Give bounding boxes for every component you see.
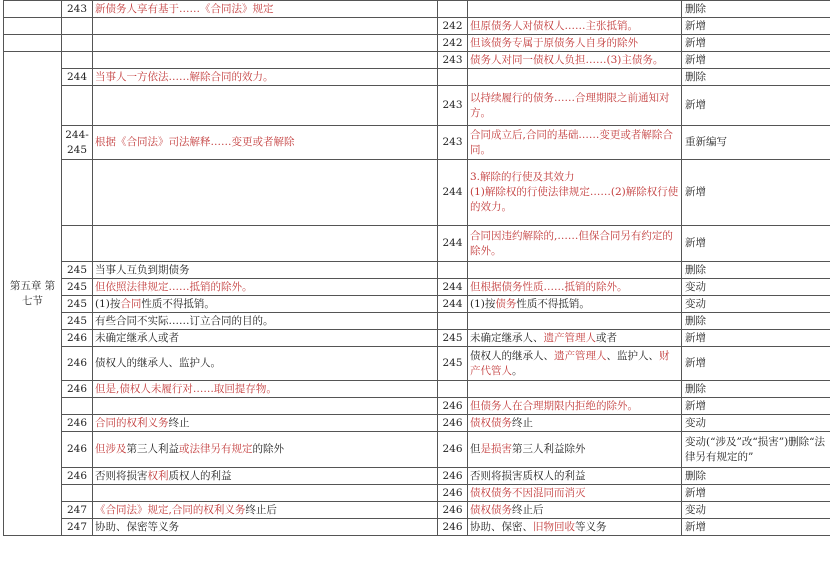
old-page-number: 245 xyxy=(62,262,93,279)
new-text-cell xyxy=(468,398,682,415)
text-segment: 债权债务不因混同而消灭 xyxy=(470,486,586,499)
new-text-cell xyxy=(468,35,682,52)
old-page-number: 243 xyxy=(62,1,93,18)
new-page-number: 246 xyxy=(438,485,468,502)
new-page-number: 243 xyxy=(438,126,468,160)
new-text-cell xyxy=(468,262,682,279)
text-segment: 当事人一方依法……解除合同的效力。 xyxy=(95,70,274,83)
new-text-cell xyxy=(468,296,682,313)
new-page-number: 245 xyxy=(438,347,468,381)
table-row xyxy=(4,126,830,160)
table-row xyxy=(4,35,830,52)
old-text-cell xyxy=(93,126,438,160)
new-text-cell xyxy=(468,52,682,69)
text-segment: 性质不得抵销。 xyxy=(141,297,215,310)
text-segment: 财产代管人 xyxy=(470,349,670,377)
table-row xyxy=(4,18,830,35)
change-type-cell: 新增 xyxy=(682,52,830,69)
old-page-number: 245 xyxy=(62,296,93,313)
old-text-cell xyxy=(93,313,438,330)
text-segment: 或者 xyxy=(596,331,617,344)
new-page-number xyxy=(438,262,468,279)
new-page-number: 242 xyxy=(438,18,468,35)
text-segment: 遗产管理人 xyxy=(543,331,596,344)
text-segment: 但该债务专属于原债务人自身的除外 xyxy=(470,36,638,49)
new-page-number xyxy=(438,381,468,398)
change-type-cell: 新增 xyxy=(682,226,830,262)
text-segment: (2)解除权行使的效力。 xyxy=(470,186,679,213)
old-page-number xyxy=(62,226,93,262)
table-row xyxy=(4,313,830,330)
text-segment: 终止 xyxy=(168,416,190,429)
text-segment: 未确定继承人、 xyxy=(470,331,544,344)
old-text-cell xyxy=(93,69,438,86)
table-row xyxy=(4,69,830,86)
text-segment: 合同成立后,合同的基础……变更或者解除合同。 xyxy=(470,128,673,156)
text-segment: 但根据债务性质……抵销的除外。 xyxy=(470,280,628,293)
text-segment: 等义务 xyxy=(575,520,607,533)
table-row xyxy=(4,160,830,226)
old-text-cell xyxy=(93,381,438,398)
change-type-cell: 新增 xyxy=(682,330,830,347)
text-segment: 否则将损害 xyxy=(95,469,148,482)
old-text-cell xyxy=(93,86,438,126)
new-page-number xyxy=(438,1,468,18)
old-page-number: 244 xyxy=(62,69,93,86)
text-segment: 或法律另有规定 xyxy=(179,443,253,455)
table-row xyxy=(4,347,830,381)
table-row xyxy=(4,296,830,313)
text-segment: 债务 xyxy=(495,297,517,310)
old-page-number xyxy=(62,35,93,52)
new-page-number: 246 xyxy=(438,519,468,536)
old-text-cell xyxy=(93,468,438,485)
table-row xyxy=(4,330,830,347)
table-row xyxy=(4,415,830,432)
text-segment: 债权人的继承人、监护人。 xyxy=(95,357,221,369)
comparison-table xyxy=(3,0,830,536)
table-row xyxy=(4,432,830,468)
change-type-cell: 重新编写 xyxy=(682,126,830,160)
text-segment: 的除外 xyxy=(252,443,284,455)
new-text-cell xyxy=(468,69,682,86)
text-segment: 合同的权利义务 xyxy=(95,416,169,429)
text-segment: 但依照法律规定……抵销的除外。 xyxy=(95,280,253,293)
text-segment: 第三人利益 xyxy=(126,443,179,455)
new-page-number: 246 xyxy=(438,502,468,519)
new-text-cell xyxy=(468,126,682,160)
old-page-number xyxy=(62,398,93,415)
text-segment: 新债务人享有基于……《合同法》规定 xyxy=(95,2,274,15)
change-type-cell: 新增 xyxy=(682,519,830,536)
change-type-cell: 删除 xyxy=(682,313,830,330)
old-text-cell xyxy=(93,296,438,313)
old-text-cell xyxy=(93,1,438,18)
new-page-number xyxy=(438,69,468,86)
text-segment: 债权债务 xyxy=(470,503,512,516)
text-segment: 。 xyxy=(512,364,523,377)
text-segment: 3.解除的行使及其效力 xyxy=(470,171,575,183)
old-text-cell xyxy=(93,432,438,468)
new-text-cell xyxy=(468,86,682,126)
new-text-cell xyxy=(468,347,682,381)
table-row xyxy=(4,519,830,536)
text-segment: 合同 xyxy=(120,297,142,310)
text-segment: 协助、保密、 xyxy=(470,520,533,533)
old-text-cell xyxy=(93,519,438,536)
text-segment: (1)按 xyxy=(95,297,121,310)
old-page-number: 244-245 xyxy=(62,126,93,160)
change-type-cell: 删除 xyxy=(682,1,830,18)
text-segment: 当事人互负到期债务 xyxy=(95,263,190,276)
text-segment: 权利 xyxy=(147,469,169,482)
old-text-cell xyxy=(93,262,438,279)
text-segment: 质权人的利益 xyxy=(168,469,232,482)
table-row xyxy=(4,485,830,502)
table-row xyxy=(4,468,830,485)
change-type-cell: 删除 xyxy=(682,69,830,86)
old-text-cell xyxy=(93,485,438,502)
old-page-number: 246 xyxy=(62,468,93,485)
change-type-cell: 删除 xyxy=(682,381,830,398)
old-page-number xyxy=(62,485,93,502)
new-text-cell xyxy=(468,330,682,347)
old-text-cell xyxy=(93,398,438,415)
text-segment: 终止 xyxy=(512,416,533,429)
new-text-cell xyxy=(468,519,682,536)
old-page-number: 246 xyxy=(62,381,93,398)
change-type-cell: 新增 xyxy=(682,35,830,52)
new-text-cell xyxy=(468,160,682,226)
table-row xyxy=(4,279,830,296)
old-page-number: 246 xyxy=(62,415,93,432)
text-segment: 根据《合同法》司法解释……变更或者解除 xyxy=(95,136,295,148)
old-page-number: 246 xyxy=(62,330,93,347)
table-row xyxy=(4,381,830,398)
new-text-cell xyxy=(468,415,682,432)
old-text-cell xyxy=(93,52,438,69)
text-segment: 债务人对同一债权人负担……(3)主债务。 xyxy=(470,53,664,66)
text-segment: 第三人利益除外 xyxy=(512,443,586,455)
chapter-section-cell: 第五章 第七节 xyxy=(4,52,62,536)
old-text-cell xyxy=(93,279,438,296)
text-segment: 旧物回收 xyxy=(533,520,575,533)
new-page-number: 246 xyxy=(438,398,468,415)
new-page-number: 246 xyxy=(438,468,468,485)
text-segment: 但债务人在合理期限内拒绝的除外。 xyxy=(470,399,638,412)
new-text-cell xyxy=(468,313,682,330)
change-type-cell: 删除 xyxy=(682,468,830,485)
change-type-cell: 变动 xyxy=(682,415,830,432)
change-type-cell: 新增 xyxy=(682,18,830,35)
new-page-number: 242 xyxy=(438,35,468,52)
text-segment: (1)解除权的行使 xyxy=(470,186,548,198)
new-text-cell xyxy=(468,226,682,262)
old-page-number: 245 xyxy=(62,313,93,330)
old-page-number xyxy=(62,18,93,35)
chapter-cell-empty xyxy=(4,18,62,35)
change-type-cell: 变动(“涉及”改“损害”)删除“法律另有规定的” xyxy=(682,432,830,468)
new-page-number: 245 xyxy=(438,330,468,347)
new-page-number: 244 xyxy=(438,160,468,226)
text-segment: 未确定继承人或者 xyxy=(95,331,179,344)
old-text-cell xyxy=(93,160,438,226)
new-page-number: 243 xyxy=(438,52,468,69)
chapter-cell-empty xyxy=(4,35,62,52)
new-page-number xyxy=(438,313,468,330)
new-page-number: 244 xyxy=(438,279,468,296)
text-segment: 法律规定…… xyxy=(547,186,611,198)
old-page-number xyxy=(62,160,93,226)
text-segment: 以持续履行的债务……合理期限之前通知对方。 xyxy=(470,91,670,119)
new-page-number: 246 xyxy=(438,415,468,432)
text-segment: 终止后 xyxy=(512,503,544,516)
change-type-cell: 新增 xyxy=(682,485,830,502)
old-page-number xyxy=(62,86,93,126)
change-type-cell: 删除 xyxy=(682,262,830,279)
new-text-cell xyxy=(468,1,682,18)
table-row xyxy=(4,262,830,279)
text-segment: 性质不得抵销。 xyxy=(516,297,590,310)
new-page-number: 244 xyxy=(438,226,468,262)
change-type-cell: 新增 xyxy=(682,398,830,415)
old-text-cell xyxy=(93,18,438,35)
text-segment: 债权人的继承人、 xyxy=(470,349,554,362)
change-type-cell: 新增 xyxy=(682,86,830,126)
text-segment: 但原债务人对债权人……主张抵销。 xyxy=(470,19,638,32)
text-segment: 但涉及 xyxy=(95,443,127,455)
new-text-cell xyxy=(468,485,682,502)
old-page-number: 247 xyxy=(62,519,93,536)
text-segment: 终止后 xyxy=(245,503,277,516)
old-page-number: 247 xyxy=(62,502,93,519)
old-text-cell xyxy=(93,226,438,262)
text-segment: 遗产管理人 xyxy=(554,349,607,362)
table-row xyxy=(4,1,830,18)
change-type-cell: 变动 xyxy=(682,502,830,519)
text-segment: 有些合同不实际……订立合同的目的。 xyxy=(95,314,274,327)
text-segment: 债权债务 xyxy=(470,416,512,429)
new-text-cell xyxy=(468,432,682,468)
new-text-cell xyxy=(468,18,682,35)
text-segment: 否则将损害质权人的利益 xyxy=(470,469,586,482)
table-row xyxy=(4,502,830,519)
old-text-cell xyxy=(93,347,438,381)
new-page-number: 244 xyxy=(438,296,468,313)
table-row xyxy=(4,86,830,126)
old-text-cell xyxy=(93,35,438,52)
old-text-cell xyxy=(93,502,438,519)
text-segment: 协助、保密等义务 xyxy=(95,520,179,533)
chapter-cell-empty xyxy=(4,1,62,18)
new-page-number: 243 xyxy=(438,86,468,126)
text-segment: (1)按 xyxy=(470,297,496,310)
text-segment: 《合同法》规定,合同的权利义务 xyxy=(95,503,246,516)
new-text-cell xyxy=(468,502,682,519)
change-type-cell: 新增 xyxy=(682,160,830,226)
change-type-cell: 变动 xyxy=(682,296,830,313)
text-segment: 、监护人、 xyxy=(606,349,659,362)
old-text-cell xyxy=(93,415,438,432)
new-text-cell xyxy=(468,279,682,296)
table-row xyxy=(4,52,830,69)
old-page-number: 246 xyxy=(62,432,93,468)
new-page-number: 246 xyxy=(438,432,468,468)
old-page-number: 246 xyxy=(62,347,93,381)
change-type-cell: 变动 xyxy=(682,279,830,296)
new-text-cell xyxy=(468,381,682,398)
table-row xyxy=(4,226,830,262)
text-segment: 合同因违约解除的,……但保合同另有约定的除外。 xyxy=(470,229,673,257)
change-type-cell: 新增 xyxy=(682,347,830,381)
old-text-cell xyxy=(93,330,438,347)
old-page-number: 245 xyxy=(62,279,93,296)
text-segment: 但 xyxy=(470,443,481,455)
text-segment: 是损害 xyxy=(480,443,512,455)
table-row xyxy=(4,398,830,415)
old-page-number xyxy=(62,52,93,69)
table-body xyxy=(4,1,830,536)
new-text-cell xyxy=(468,468,682,485)
text-segment: 但是,债权人未履行对……取回提存物。 xyxy=(95,382,277,395)
